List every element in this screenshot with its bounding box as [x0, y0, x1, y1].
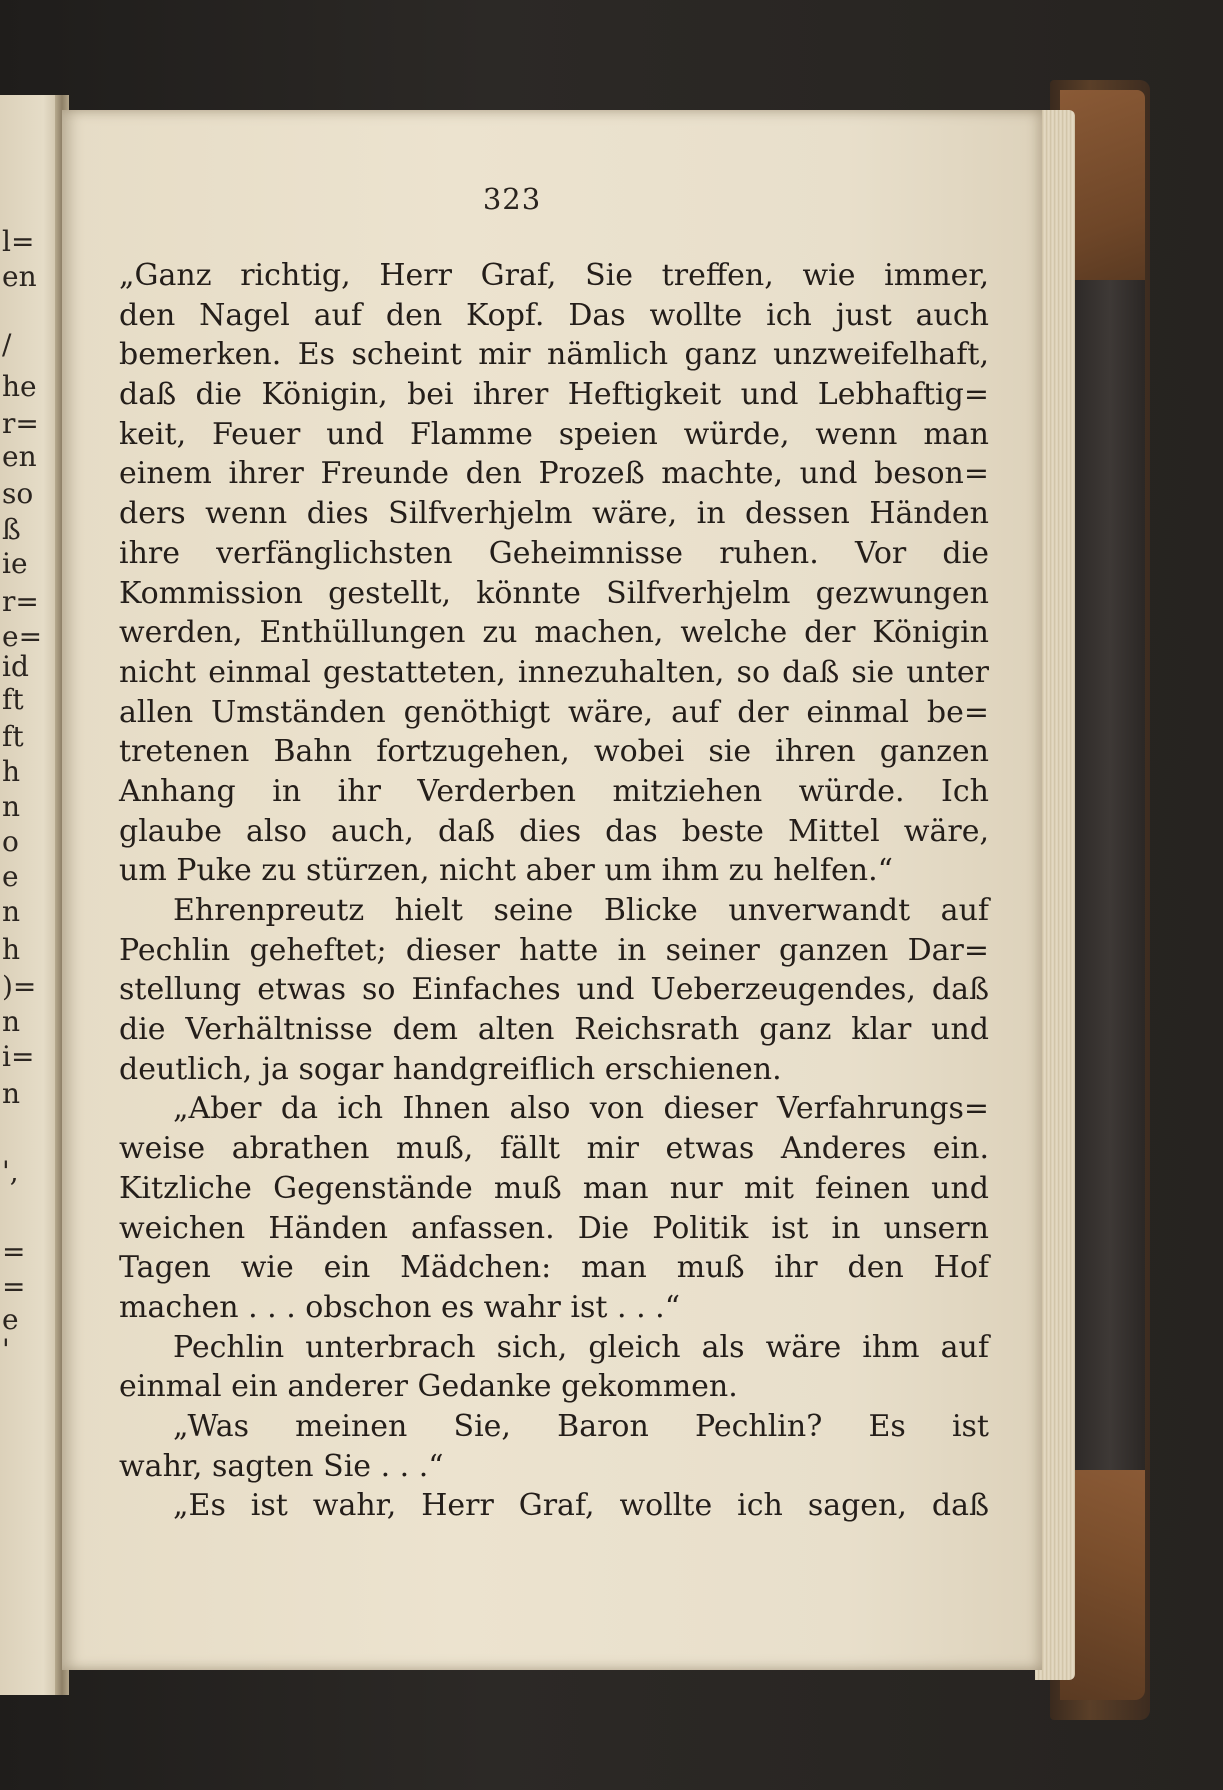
left-page-fragment: ß — [2, 513, 21, 546]
text-line: ihre verfänglichsten Geheimnisse ruhen. Vor die — [119, 535, 989, 571]
text-line: „Ganz richtig, Herr Graf, Sie treffen, wie immer, — [119, 258, 989, 293]
text-line: stellung etwas so Einfaches und Ueberzeugendes, daß — [119, 972, 989, 1008]
text-line: Kommission gestellt, könnte Silfverhjelm gezwungen — [119, 575, 989, 611]
text-line: keit, Feuer und Flamme speien würde, wenn man — [119, 416, 989, 452]
text-line: nicht einmal gestatteten, innezuhalten, so daß sie unter — [119, 654, 989, 690]
left-page-fragment: id — [2, 650, 29, 683]
text-line: wahr, sagten Sie . . .“ — [119, 1448, 444, 1484]
left-page-fragment: / — [2, 328, 12, 361]
text-line: glaube also auch, daß dies das beste Mittel wäre, — [119, 813, 989, 849]
cover-spine-leather — [1075, 260, 1145, 1480]
left-page-fragment: e — [2, 860, 19, 893]
left-page-fragment: l= — [2, 225, 35, 258]
page-number: 323 — [482, 182, 542, 216]
text-line: allen Umständen genöthigt wäre, auf der einmal be= — [119, 694, 989, 730]
text-line: machen . . . obschon es wahr ist . . .“ — [119, 1289, 681, 1325]
text-line: ders wenn dies Silfverhjelm wäre, in dessen Händen — [119, 496, 989, 532]
text-line: werden, Enthüllungen zu machen, welche der Königin — [119, 615, 989, 651]
left-page-fragment: i= — [2, 1040, 35, 1073]
text-line: daß die Königin, bei ihrer Heftigkeit und Lebhaftig= — [119, 377, 989, 413]
text-line: Ehrenpreutz hielt seine Blicke unverwandt auf — [173, 893, 989, 928]
text-line: einmal ein anderer Gedanke gekommen. — [119, 1369, 738, 1405]
text-line: weise abrathen muß, fällt mir etwas Anderes ein. — [119, 1131, 989, 1167]
left-page-fragment: r= — [2, 407, 39, 440]
left-page-fragment: n — [2, 790, 21, 823]
left-page-fragment: n — [2, 895, 21, 928]
text-line: „Es ist wahr, Herr Graf, wollte ich sagen, daß — [173, 1488, 989, 1524]
text-line: Pechlin unterbrach sich, gleich als wäre ihm auf — [173, 1329, 989, 1365]
text-line: Pechlin geheftet; dieser hatte in seiner ganzen Dar= — [119, 932, 989, 968]
text-line: weichen Händen anfassen. Die Politik ist in unsern — [119, 1210, 989, 1246]
left-page-fragment: n — [2, 1005, 21, 1038]
text-line: Kitzliche Gegenstände muß man nur mit feinen und — [119, 1170, 989, 1206]
right-page — [62, 110, 1042, 1670]
left-page-text-fragments — [0, 95, 60, 1695]
text-line: deutlich, ja sogar handgreiflich erschienen. — [119, 1051, 782, 1087]
left-page-fragment: ', — [2, 1155, 19, 1188]
left-page-fragment: e= — [2, 620, 43, 653]
left-page-fragment: ft — [2, 720, 24, 753]
text-line: „Aber da ich Ihnen also von dieser Verfahrungs= — [173, 1091, 989, 1127]
text-line: den Nagel auf den Kopf. Das wollte ich just auch — [119, 297, 989, 333]
text-line: die Verhältnisse dem alten Reichsrath ganz klar und — [119, 1012, 989, 1048]
left-page-fragment: n — [2, 1077, 21, 1110]
left-page-fragment: en — [2, 260, 37, 293]
left-page-fragment: en — [2, 440, 37, 473]
left-page-fragment: )= — [2, 970, 37, 1003]
left-page-fragment: ie — [2, 547, 28, 580]
text-line: Anhang in ihr Verderben mitziehen würde. Ich — [119, 773, 989, 809]
text-line: „Was meinen Sie, Baron Pechlin? Es ist — [173, 1408, 989, 1444]
left-page-fragment: e — [2, 1303, 19, 1336]
text-line: einem ihrer Freunde den Prozeß machte, und beson= — [119, 456, 989, 492]
body-text — [119, 256, 989, 1526]
text-line: bemerken. Es scheint mir nämlich ganz unzweifelhaft, — [119, 337, 989, 373]
left-page-fragment: so — [2, 477, 34, 510]
text-line: um Puke zu stürzen, nicht aber um ihm zu helfen.“ — [119, 853, 893, 889]
left-page-fragment: h — [2, 933, 21, 966]
left-page-fragment: = — [2, 1270, 26, 1303]
left-page-fragment: ft — [2, 683, 24, 716]
left-page-fragment: h — [2, 755, 21, 788]
left-page-fragment: ' — [2, 1333, 10, 1366]
left-page-fragment: = — [2, 1235, 26, 1268]
left-page-fragment: he — [2, 370, 37, 403]
left-page-fragment: o — [2, 825, 19, 858]
left-page-fragment: r= — [2, 585, 39, 618]
text-line: Tagen wie ein Mädchen: man muß ihr den Hof — [119, 1250, 989, 1286]
text-line: tretenen Bahn fortzugehen, wobei sie ihren ganzen — [119, 734, 989, 770]
